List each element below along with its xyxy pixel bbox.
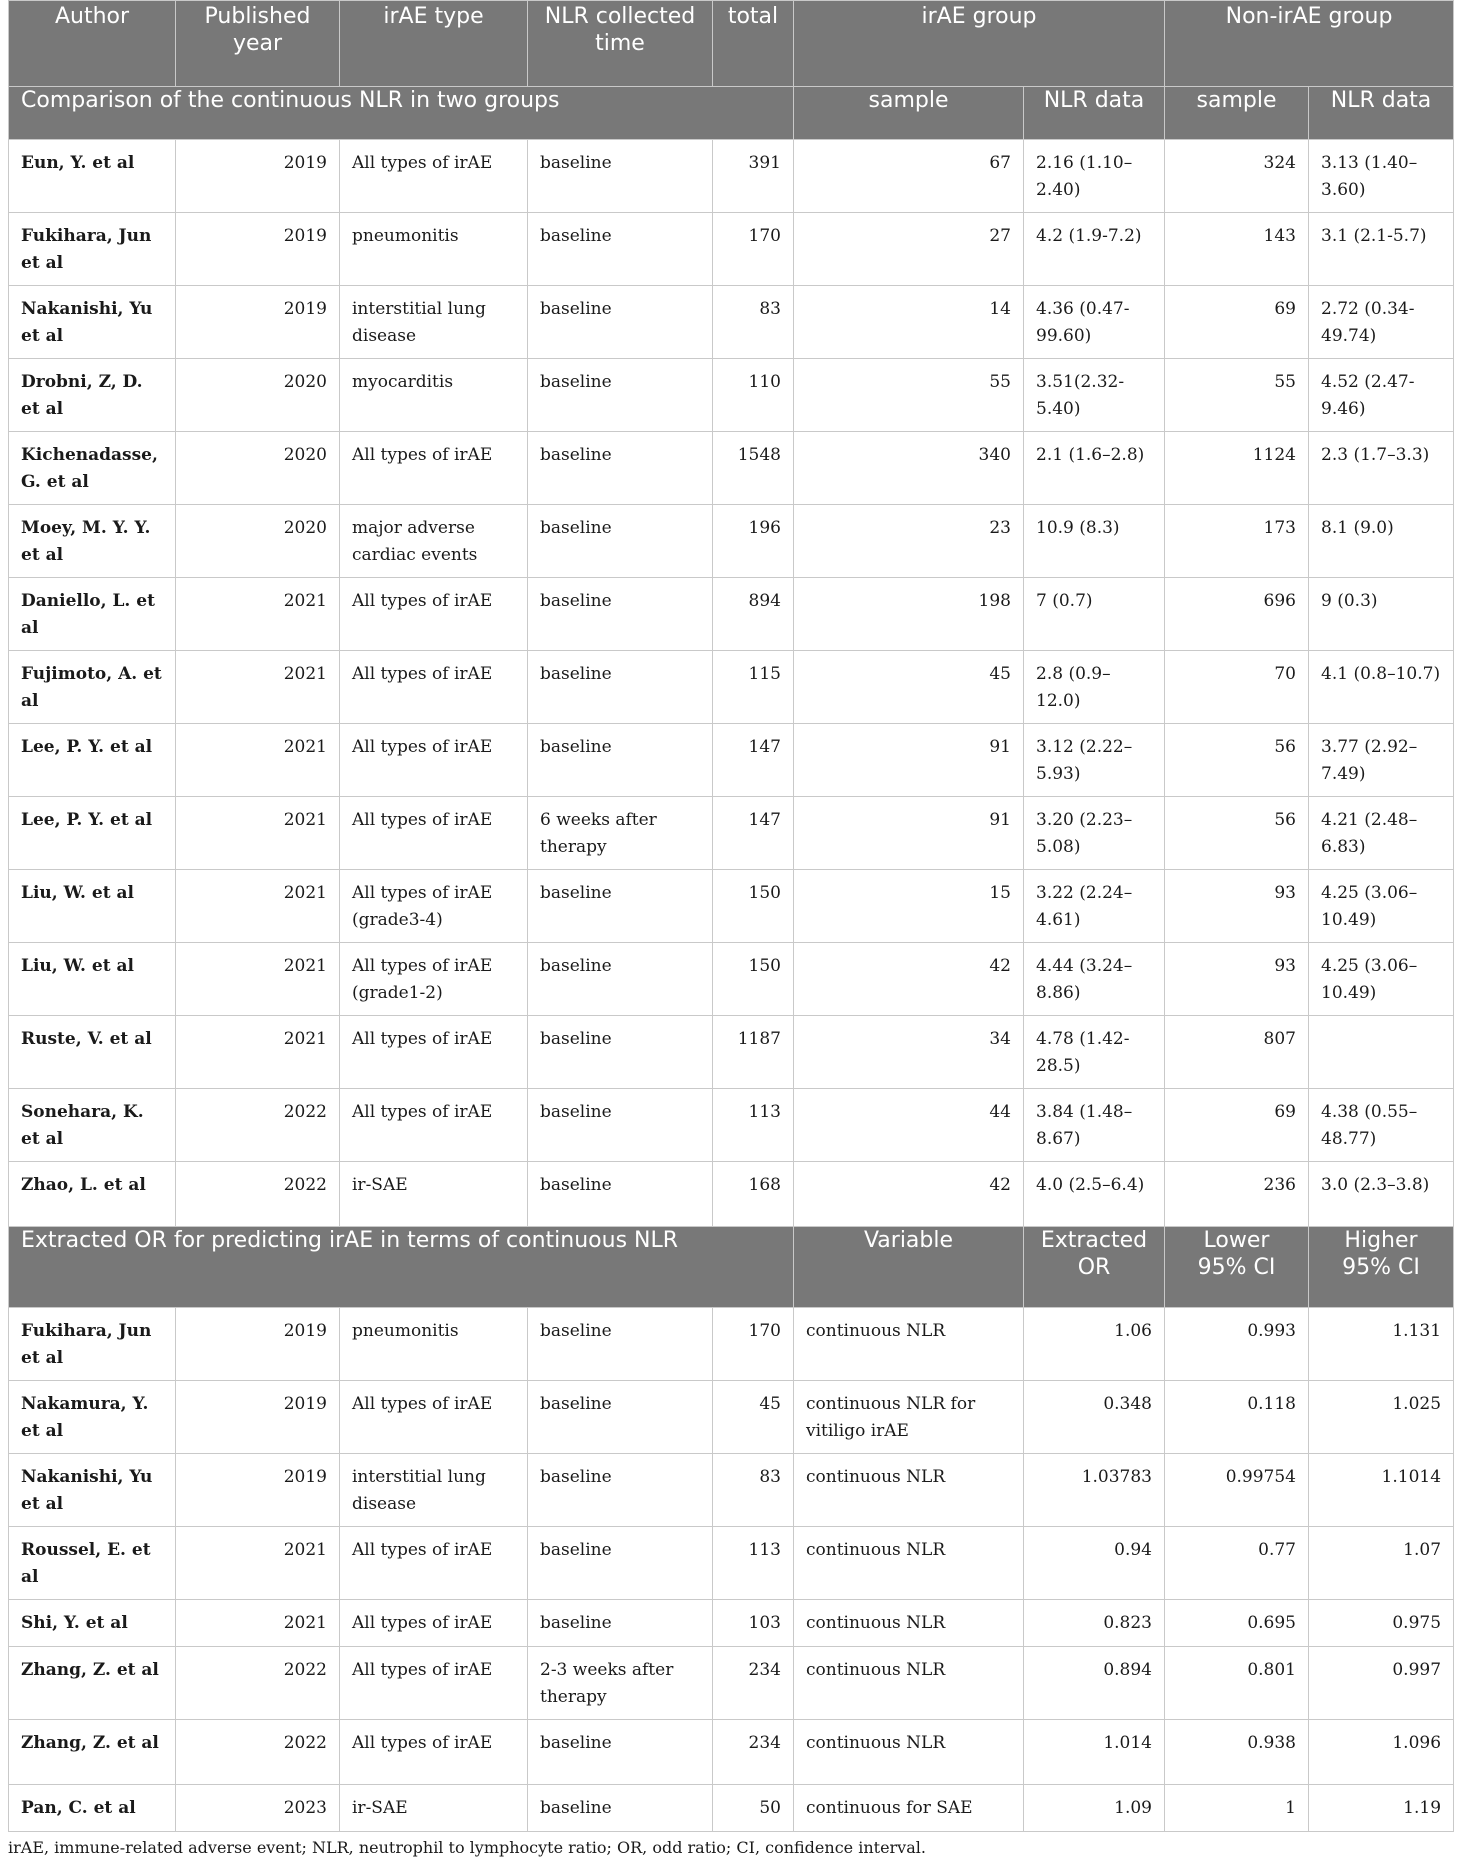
table-row	[9, 1647, 1454, 1720]
table-row	[9, 1016, 1454, 1089]
header-nlr-time: NLR collected time	[528, 1, 713, 87]
header-irae-group: irAE group	[794, 1, 1165, 87]
irae-nlr-cell: 4.44 (3.24–8.86)	[1024, 943, 1165, 1016]
table-row	[9, 651, 1454, 724]
table-row	[9, 1381, 1454, 1454]
nonirae-sample-cell: 1124	[1165, 432, 1309, 505]
table-row	[9, 797, 1454, 870]
irae-type-cell: All types of irAE	[340, 797, 528, 870]
table-row	[9, 286, 1454, 359]
irae-type-cell: All types of irAE (grade1-2)	[340, 943, 528, 1016]
author-cell: Shi, Y. et al	[9, 1600, 176, 1647]
irae-nlr-cell: 2.8 (0.9–12.0)	[1024, 651, 1165, 724]
nlr-time-cell: baseline	[528, 140, 713, 213]
irae-sample-cell: 34	[794, 1016, 1024, 1089]
total-cell: 234	[713, 1720, 794, 1785]
nonirae-nlr-cell: 4.25 (3.06–10.49)	[1309, 870, 1454, 943]
variable-cell: continuous NLR	[794, 1308, 1024, 1381]
total-cell: 391	[713, 140, 794, 213]
irae-sample-cell: 27	[794, 213, 1024, 286]
table-row	[9, 1089, 1454, 1162]
irae-type-cell: All types of irAE	[340, 1016, 528, 1089]
table-row	[9, 578, 1454, 651]
nonirae-nlr-cell: 3.1 (2.1-5.7)	[1309, 213, 1454, 286]
year-cell: 2021	[176, 1016, 340, 1089]
higher-ci-cell: 1.07	[1309, 1527, 1454, 1600]
year-cell: 2021	[176, 870, 340, 943]
year-cell: 2021	[176, 578, 340, 651]
nonirae-nlr-cell: 3.13 (1.40–3.60)	[1309, 140, 1454, 213]
author-cell: Zhao, L. et al	[9, 1162, 176, 1227]
higher-ci-cell: 1.19	[1309, 1785, 1454, 1832]
table-row	[9, 140, 1454, 213]
nlr-time-cell: baseline	[528, 870, 713, 943]
table-row	[9, 870, 1454, 943]
nlr-time-cell: baseline	[528, 1454, 713, 1527]
section1-nonirae-sample-header: sample	[1165, 87, 1309, 140]
nonirae-nlr-cell: 2.72 (0.34-49.74)	[1309, 286, 1454, 359]
year-cell: 2020	[176, 432, 340, 505]
year-cell: 2021	[176, 943, 340, 1016]
irae-sample-cell: 198	[794, 578, 1024, 651]
nonirae-sample-cell: 56	[1165, 797, 1309, 870]
total-cell: 110	[713, 359, 794, 432]
total-cell: 113	[713, 1089, 794, 1162]
total-cell: 83	[713, 286, 794, 359]
section1-title: Comparison of the continuous NLR in two groups	[9, 87, 794, 140]
nonirae-sample-cell: 93	[1165, 870, 1309, 943]
nlr-time-cell: baseline	[528, 213, 713, 286]
lower-ci-cell: 0.99754	[1165, 1454, 1309, 1527]
author-cell: Liu, W. et al	[9, 943, 176, 1016]
lower-ci-cell: 0.118	[1165, 1381, 1309, 1454]
irae-type-cell: All types of irAE	[340, 1600, 528, 1647]
table-row	[9, 1454, 1454, 1527]
year-cell: 2022	[176, 1647, 340, 1720]
variable-cell: continuous NLR	[794, 1720, 1024, 1785]
table-row	[9, 1162, 1454, 1227]
higher-ci-cell: 1.131	[1309, 1308, 1454, 1381]
nonirae-sample-cell: 807	[1165, 1016, 1309, 1089]
total-cell: 894	[713, 578, 794, 651]
total-cell: 168	[713, 1162, 794, 1227]
table-row	[9, 505, 1454, 578]
table-row	[9, 1720, 1454, 1785]
irae-sample-cell: 91	[794, 797, 1024, 870]
nonirae-sample-cell: 69	[1165, 286, 1309, 359]
extracted-or-cell: 0.894	[1024, 1647, 1165, 1720]
nlr-time-cell: 6 weeks after therapy	[528, 797, 713, 870]
section1-header-row	[9, 87, 1454, 140]
table-row	[9, 1600, 1454, 1647]
section2-variable-header: Variable	[794, 1227, 1024, 1308]
irae-sample-cell: 44	[794, 1089, 1024, 1162]
author-cell: Sonehara, K. et al	[9, 1089, 176, 1162]
irae-nlr-cell: 4.2 (1.9-7.2)	[1024, 213, 1165, 286]
author-cell: Ruste, V. et al	[9, 1016, 176, 1089]
lower-ci-cell: 0.938	[1165, 1720, 1309, 1785]
higher-ci-cell: 1.025	[1309, 1381, 1454, 1454]
irae-nlr-cell: 10.9 (8.3)	[1024, 505, 1165, 578]
nonirae-sample-cell: 236	[1165, 1162, 1309, 1227]
nonirae-nlr-cell: 8.1 (9.0)	[1309, 505, 1454, 578]
irae-type-cell: All types of irAE	[340, 1089, 528, 1162]
nlr-time-cell: baseline	[528, 505, 713, 578]
header-author: Author	[9, 1, 176, 87]
irae-nlr-cell: 3.20 (2.23–5.08)	[1024, 797, 1165, 870]
irae-nlr-cell: 3.51(2.32-5.40)	[1024, 359, 1165, 432]
section2-lower-ci-header: Lower 95% CI	[1165, 1227, 1309, 1308]
irae-type-cell: interstitial lung disease	[340, 1454, 528, 1527]
irae-type-cell: All types of irAE	[340, 1527, 528, 1600]
nlr-table-container	[8, 0, 1453, 1832]
header-irae-type: irAE type	[340, 1, 528, 87]
irae-type-cell: All types of irAE	[340, 1720, 528, 1785]
nlr-time-cell: baseline	[528, 578, 713, 651]
total-cell: 83	[713, 1454, 794, 1527]
year-cell: 2023	[176, 1785, 340, 1832]
author-cell: Moey, M. Y. Y. et al	[9, 505, 176, 578]
nlr-time-cell: baseline	[528, 1720, 713, 1785]
total-cell: 103	[713, 1600, 794, 1647]
nlr-time-cell: baseline	[528, 651, 713, 724]
irae-nlr-cell: 3.84 (1.48–8.67)	[1024, 1089, 1165, 1162]
variable-cell: continuous NLR	[794, 1647, 1024, 1720]
nonirae-sample-cell: 56	[1165, 724, 1309, 797]
irae-type-cell: All types of irAE (grade3-4)	[340, 870, 528, 943]
extracted-or-cell: 1.014	[1024, 1720, 1165, 1785]
year-cell: 2019	[176, 140, 340, 213]
nonirae-sample-cell: 173	[1165, 505, 1309, 578]
author-cell: Nakanishi, Yu et al	[9, 1454, 176, 1527]
irae-sample-cell: 91	[794, 724, 1024, 797]
nlr-time-cell: baseline	[528, 1600, 713, 1647]
irae-sample-cell: 42	[794, 943, 1024, 1016]
irae-sample-cell: 23	[794, 505, 1024, 578]
irae-type-cell: pneumonitis	[340, 1308, 528, 1381]
higher-ci-cell: 1.1014	[1309, 1454, 1454, 1527]
extracted-or-cell: 1.03783	[1024, 1454, 1165, 1527]
extracted-or-cell: 0.348	[1024, 1381, 1165, 1454]
nonirae-sample-cell: 69	[1165, 1089, 1309, 1162]
irae-nlr-cell: 2.1 (1.6–2.8)	[1024, 432, 1165, 505]
irae-type-cell: All types of irAE	[340, 1381, 528, 1454]
header-total: total	[713, 1, 794, 87]
irae-sample-cell: 42	[794, 1162, 1024, 1227]
nlr-time-cell: baseline	[528, 1016, 713, 1089]
irae-type-cell: interstitial lung disease	[340, 286, 528, 359]
total-cell: 170	[713, 213, 794, 286]
author-cell: Fukihara, Jun et al	[9, 1308, 176, 1381]
higher-ci-cell: 0.997	[1309, 1647, 1454, 1720]
section1-irae-nlr-header: NLR data	[1024, 87, 1165, 140]
year-cell: 2022	[176, 1720, 340, 1785]
table-row	[9, 213, 1454, 286]
year-cell: 2022	[176, 1089, 340, 1162]
irae-sample-cell: 340	[794, 432, 1024, 505]
variable-cell: continuous NLR	[794, 1600, 1024, 1647]
nlr-time-cell: baseline	[528, 286, 713, 359]
irae-sample-cell: 67	[794, 140, 1024, 213]
section1-nonirae-nlr-header: NLR data	[1309, 87, 1454, 140]
irae-sample-cell: 45	[794, 651, 1024, 724]
lower-ci-cell: 1	[1165, 1785, 1309, 1832]
nlr-time-cell: baseline	[528, 724, 713, 797]
irae-type-cell: All types of irAE	[340, 651, 528, 724]
nonirae-nlr-cell: 9 (0.3)	[1309, 578, 1454, 651]
total-cell: 147	[713, 797, 794, 870]
nonirae-nlr-cell: 4.38 (0.55–48.77)	[1309, 1089, 1454, 1162]
irae-nlr-cell: 7 (0.7)	[1024, 578, 1165, 651]
year-cell: 2022	[176, 1162, 340, 1227]
header-year: Published year	[176, 1, 340, 87]
author-cell: Lee, P. Y. et al	[9, 724, 176, 797]
table-footnote: irAE, immune-related adverse event; NLR, neutrophil to lymphocyte ratio; OR, odd ratio; CI, confidence interval.	[8, 1838, 926, 1857]
year-cell: 2021	[176, 1527, 340, 1600]
irae-nlr-cell: 2.16 (1.10–2.40)	[1024, 140, 1165, 213]
irae-type-cell: All types of irAE	[340, 724, 528, 797]
nonirae-sample-cell: 93	[1165, 943, 1309, 1016]
section2-title: Extracted OR for predicting irAE in terms of continuous NLR	[9, 1227, 794, 1308]
total-cell: 150	[713, 943, 794, 1016]
author-cell: Eun, Y. et al	[9, 140, 176, 213]
total-cell: 147	[713, 724, 794, 797]
irae-nlr-cell: 3.22 (2.24–4.61)	[1024, 870, 1165, 943]
section2-header-row	[9, 1227, 1454, 1308]
total-cell: 150	[713, 870, 794, 943]
year-cell: 2021	[176, 1600, 340, 1647]
section2-body	[9, 1227, 1454, 1832]
author-cell: Nakamura, Y. et al	[9, 1381, 176, 1454]
irae-type-cell: All types of irAE	[340, 1647, 528, 1720]
irae-nlr-cell: 4.78 (1.42-28.5)	[1024, 1016, 1165, 1089]
variable-cell: continuous for SAE	[794, 1785, 1024, 1832]
nlr-table	[8, 0, 1454, 1832]
nlr-time-cell: baseline	[528, 1527, 713, 1600]
author-cell: Fukihara, Jun et al	[9, 213, 176, 286]
author-cell: Zhang, Z. et al	[9, 1720, 176, 1785]
author-cell: Kichenadasse, G. et al	[9, 432, 176, 505]
year-cell: 2019	[176, 1454, 340, 1527]
year-cell: 2021	[176, 724, 340, 797]
year-cell: 2021	[176, 651, 340, 724]
section1-body	[9, 87, 1454, 1227]
variable-cell: continuous NLR	[794, 1527, 1024, 1600]
nonirae-nlr-cell: 3.77 (2.92–7.49)	[1309, 724, 1454, 797]
year-cell: 2019	[176, 213, 340, 286]
extracted-or-cell: 0.94	[1024, 1527, 1165, 1600]
nlr-time-cell: baseline	[528, 1381, 713, 1454]
nlr-time-cell: 2-3 weeks after therapy	[528, 1647, 713, 1720]
total-cell: 50	[713, 1785, 794, 1832]
nlr-time-cell: baseline	[528, 1308, 713, 1381]
lower-ci-cell: 0.993	[1165, 1308, 1309, 1381]
total-cell: 115	[713, 651, 794, 724]
lower-ci-cell: 0.801	[1165, 1647, 1309, 1720]
author-cell: Drobni, Z, D. et al	[9, 359, 176, 432]
author-cell: Roussel, E. et al	[9, 1527, 176, 1600]
nonirae-sample-cell: 324	[1165, 140, 1309, 213]
higher-ci-cell: 0.975	[1309, 1600, 1454, 1647]
author-cell: Zhang, Z. et al	[9, 1647, 176, 1720]
nlr-time-cell: baseline	[528, 359, 713, 432]
lower-ci-cell: 0.77	[1165, 1527, 1309, 1600]
irae-sample-cell: 14	[794, 286, 1024, 359]
extracted-or-cell: 1.06	[1024, 1308, 1165, 1381]
table-row	[9, 1308, 1454, 1381]
total-cell: 1548	[713, 432, 794, 505]
nonirae-nlr-cell: 2.3 (1.7–3.3)	[1309, 432, 1454, 505]
extracted-or-cell: 1.09	[1024, 1785, 1165, 1832]
higher-ci-cell: 1.096	[1309, 1720, 1454, 1785]
year-cell: 2019	[176, 1308, 340, 1381]
total-cell: 1187	[713, 1016, 794, 1089]
irae-type-cell: myocarditis	[340, 359, 528, 432]
total-cell: 45	[713, 1381, 794, 1454]
nlr-time-cell: baseline	[528, 1785, 713, 1832]
nonirae-nlr-cell: 4.21 (2.48–6.83)	[1309, 797, 1454, 870]
variable-cell: continuous NLR for vitiligo irAE	[794, 1381, 1024, 1454]
year-cell: 2019	[176, 1381, 340, 1454]
total-cell: 113	[713, 1527, 794, 1600]
author-cell: Pan, C. et al	[9, 1785, 176, 1832]
header-row	[9, 1, 1454, 87]
table-row	[9, 1527, 1454, 1600]
total-cell: 234	[713, 1647, 794, 1720]
author-cell: Liu, W. et al	[9, 870, 176, 943]
nonirae-sample-cell: 70	[1165, 651, 1309, 724]
header-nonirae-group: Non-irAE group	[1165, 1, 1454, 87]
author-cell: Daniello, L. et al	[9, 578, 176, 651]
irae-nlr-cell: 4.36 (0.47-99.60)	[1024, 286, 1165, 359]
nonirae-nlr-cell: 4.25 (3.06–10.49)	[1309, 943, 1454, 1016]
author-cell: Nakanishi, Yu et al	[9, 286, 176, 359]
nlr-time-cell: baseline	[528, 1089, 713, 1162]
nlr-time-cell: baseline	[528, 1162, 713, 1227]
nlr-time-cell: baseline	[528, 943, 713, 1016]
irae-type-cell: major adverse cardiac events	[340, 505, 528, 578]
irae-type-cell: ir-SAE	[340, 1785, 528, 1832]
irae-type-cell: All types of irAE	[340, 140, 528, 213]
total-cell: 196	[713, 505, 794, 578]
section2-higher-ci-header: Higher 95% CI	[1309, 1227, 1454, 1308]
nonirae-sample-cell: 143	[1165, 213, 1309, 286]
nonirae-sample-cell: 55	[1165, 359, 1309, 432]
irae-type-cell: pneumonitis	[340, 213, 528, 286]
nonirae-nlr-cell: 3.0 (2.3–3.8)	[1309, 1162, 1454, 1227]
table-row	[9, 724, 1454, 797]
year-cell: 2021	[176, 797, 340, 870]
irae-type-cell: All types of irAE	[340, 432, 528, 505]
author-cell: Lee, P. Y. et al	[9, 797, 176, 870]
irae-sample-cell: 15	[794, 870, 1024, 943]
table-row	[9, 432, 1454, 505]
nonirae-sample-cell: 696	[1165, 578, 1309, 651]
variable-cell: continuous NLR	[794, 1454, 1024, 1527]
section1-irae-sample-header: sample	[794, 87, 1024, 140]
extracted-or-cell: 0.823	[1024, 1600, 1165, 1647]
table-row	[9, 359, 1454, 432]
irae-sample-cell: 55	[794, 359, 1024, 432]
author-cell: Fujimoto, A. et al	[9, 651, 176, 724]
table-row	[9, 943, 1454, 1016]
total-cell: 170	[713, 1308, 794, 1381]
lower-ci-cell: 0.695	[1165, 1600, 1309, 1647]
table-row	[9, 1785, 1454, 1832]
nonirae-nlr-cell: 4.52 (2.47-9.46)	[1309, 359, 1454, 432]
year-cell: 2020	[176, 359, 340, 432]
irae-type-cell: All types of irAE	[340, 578, 528, 651]
year-cell: 2019	[176, 286, 340, 359]
year-cell: 2020	[176, 505, 340, 578]
nonirae-nlr-cell	[1309, 1016, 1454, 1089]
nlr-time-cell: baseline	[528, 432, 713, 505]
section2-or-header: Extracted OR	[1024, 1227, 1165, 1308]
irae-nlr-cell: 3.12 (2.22–5.93)	[1024, 724, 1165, 797]
irae-type-cell: ir-SAE	[340, 1162, 528, 1227]
nonirae-nlr-cell: 4.1 (0.8–10.7)	[1309, 651, 1454, 724]
irae-nlr-cell: 4.0 (2.5–6.4)	[1024, 1162, 1165, 1227]
